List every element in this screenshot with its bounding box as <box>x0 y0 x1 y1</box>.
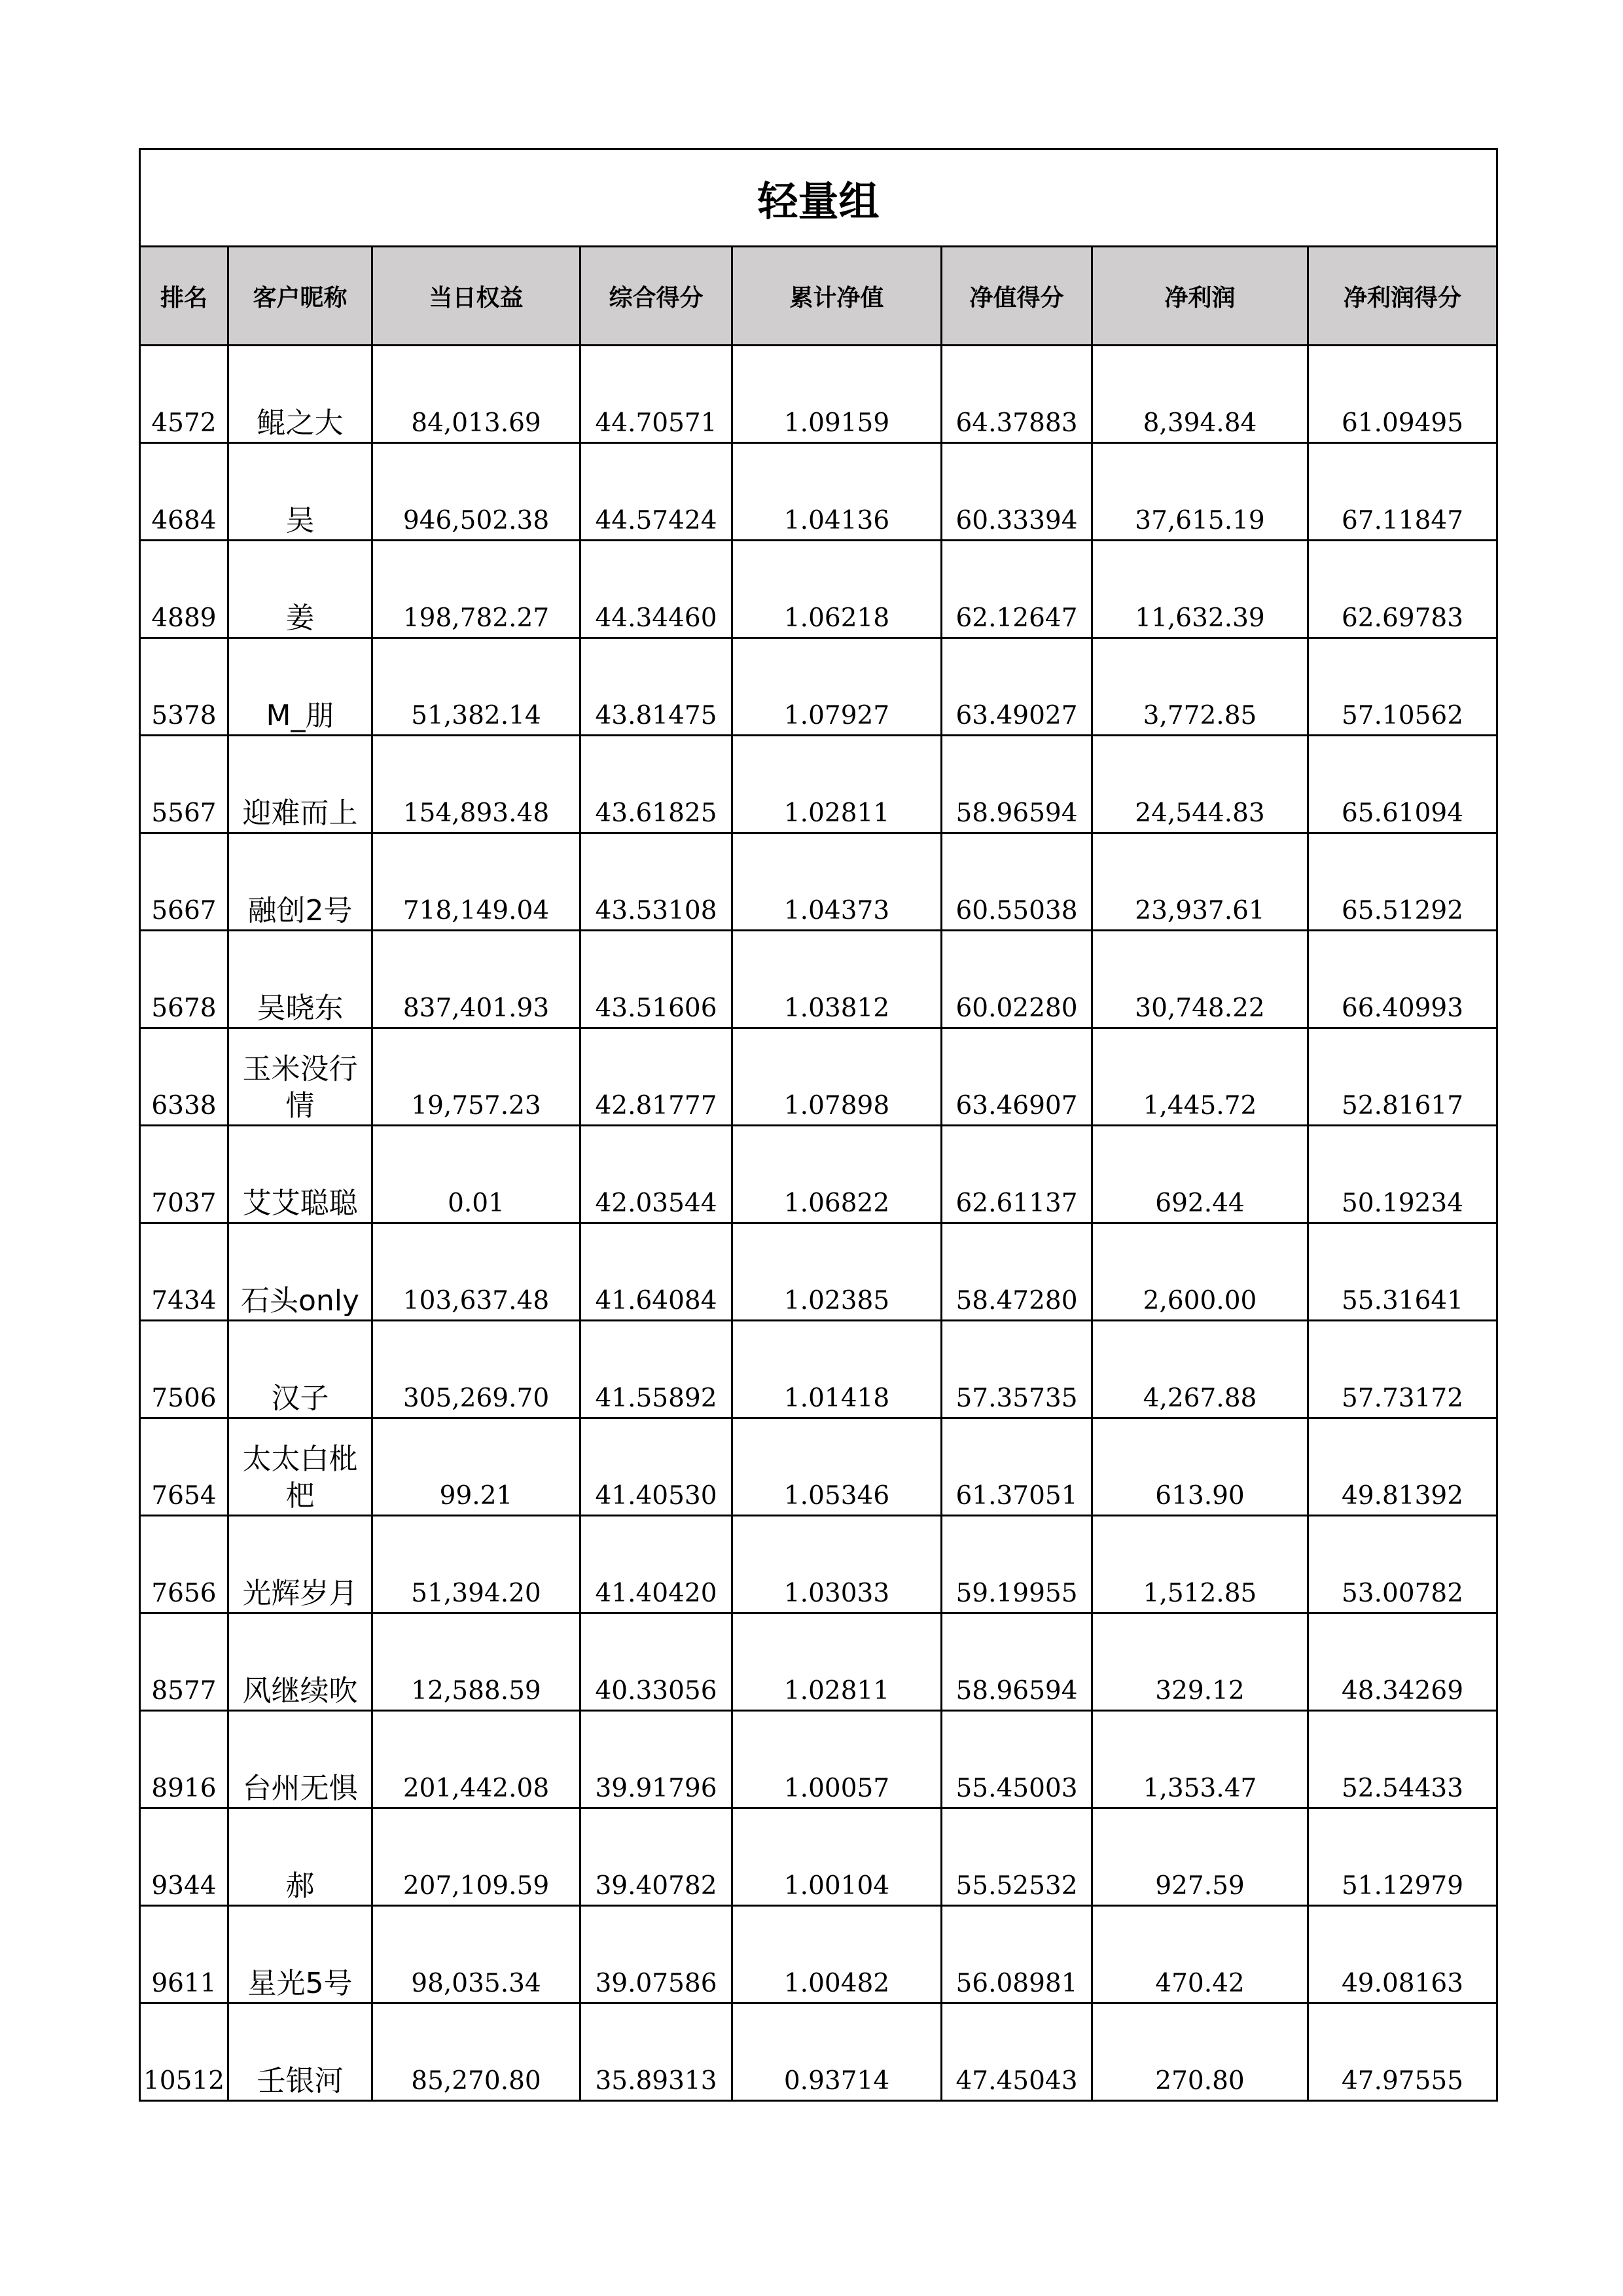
cumulative-nav-cell: 1.05346 <box>732 1418 942 1516</box>
table-row <box>140 1516 1497 1613</box>
table-row <box>140 931 1497 1028</box>
column-header-cumulative-nav: 累计净值 <box>732 247 942 346</box>
composite-score-cell: 41.40420 <box>580 1516 732 1613</box>
nav-score-cell: 57.35735 <box>942 1321 1092 1418</box>
nickname-cell: 迎难而上 <box>228 736 372 833</box>
rank-cell: 4572 <box>140 346 228 443</box>
nickname-cell: 壬银河 <box>228 2003 372 2101</box>
equity-cell: 51,394.20 <box>372 1516 580 1613</box>
nav-score-cell: 58.47280 <box>942 1223 1092 1321</box>
rank-cell: 9344 <box>140 1808 228 1906</box>
nickname-cell: 吴晓东 <box>228 931 372 1028</box>
nav-score-cell: 55.52532 <box>942 1808 1092 1906</box>
net-profit-score-cell: 62.69783 <box>1308 541 1497 638</box>
nickname-cell: 太太白枇杷 <box>228 1418 372 1516</box>
nickname-cell: 石头only <box>228 1223 372 1321</box>
cumulative-nav-cell: 1.03033 <box>732 1516 942 1613</box>
rank-cell: 9611 <box>140 1906 228 2003</box>
composite-score-cell: 43.61825 <box>580 736 732 833</box>
equity-cell: 718,149.04 <box>372 833 580 931</box>
composite-score-cell: 39.07586 <box>580 1906 732 2003</box>
rank-cell: 10512 <box>140 2003 228 2101</box>
cumulative-nav-cell: 1.04373 <box>732 833 942 931</box>
composite-score-cell: 40.33056 <box>580 1613 732 1711</box>
equity-cell: 98,035.34 <box>372 1906 580 2003</box>
composite-score-cell: 43.51606 <box>580 931 732 1028</box>
nav-score-cell: 56.08981 <box>942 1906 1092 2003</box>
composite-score-cell: 43.81475 <box>580 638 732 736</box>
table-row <box>140 638 1497 736</box>
equity-cell: 154,893.48 <box>372 736 580 833</box>
net-profit-score-cell: 52.81617 <box>1308 1028 1497 1126</box>
composite-score-cell: 39.91796 <box>580 1711 732 1808</box>
table-row <box>140 1321 1497 1418</box>
net-profit-score-cell: 53.00782 <box>1308 1516 1497 1613</box>
cumulative-nav-cell: 1.00057 <box>732 1711 942 1808</box>
nav-score-cell: 58.96594 <box>942 1613 1092 1711</box>
cumulative-nav-cell: 1.04136 <box>732 443 942 541</box>
rank-cell: 5378 <box>140 638 228 736</box>
nickname-cell: 台州无惧 <box>228 1711 372 1808</box>
cumulative-nav-cell: 1.06822 <box>732 1126 942 1223</box>
composite-score-cell: 44.34460 <box>580 541 732 638</box>
net-profit-score-cell: 61.09495 <box>1308 346 1497 443</box>
net-profit-cell: 37,615.19 <box>1092 443 1308 541</box>
net-profit-cell: 3,772.85 <box>1092 638 1308 736</box>
table-title: 轻量组 <box>140 149 1497 247</box>
nickname-cell: 鲲之大 <box>228 346 372 443</box>
nav-score-cell: 63.46907 <box>942 1028 1092 1126</box>
net-profit-score-cell: 66.40993 <box>1308 931 1497 1028</box>
rank-cell: 7656 <box>140 1516 228 1613</box>
column-header-equity: 当日权益 <box>372 247 580 346</box>
rank-cell: 8916 <box>140 1711 228 1808</box>
rank-cell: 5678 <box>140 931 228 1028</box>
table-row <box>140 736 1497 833</box>
table-row <box>140 1906 1497 2003</box>
composite-score-cell: 41.64084 <box>580 1223 732 1321</box>
table-row <box>140 1711 1497 1808</box>
equity-cell: 99.21 <box>372 1418 580 1516</box>
rank-cell: 5567 <box>140 736 228 833</box>
table-row <box>140 1126 1497 1223</box>
table-row <box>140 2003 1497 2101</box>
table-row <box>140 443 1497 541</box>
nickname-cell: 光辉岁月 <box>228 1516 372 1613</box>
nav-score-cell: 59.19955 <box>942 1516 1092 1613</box>
rank-cell: 7037 <box>140 1126 228 1223</box>
nav-score-cell: 61.37051 <box>942 1418 1092 1516</box>
cumulative-nav-cell: 0.93714 <box>732 2003 942 2101</box>
nav-score-cell: 47.45043 <box>942 2003 1092 2101</box>
cumulative-nav-cell: 1.00104 <box>732 1808 942 1906</box>
equity-cell: 837,401.93 <box>372 931 580 1028</box>
table-row <box>140 1613 1497 1711</box>
equity-cell: 207,109.59 <box>372 1808 580 1906</box>
nickname-cell: 艾艾聪聪 <box>228 1126 372 1223</box>
net-profit-score-cell: 47.97555 <box>1308 2003 1497 2101</box>
cumulative-nav-cell: 1.03812 <box>732 931 942 1028</box>
nav-score-cell: 55.45003 <box>942 1711 1092 1808</box>
net-profit-cell: 270.80 <box>1092 2003 1308 2101</box>
column-header-rank: 排名 <box>140 247 228 346</box>
rank-cell: 5667 <box>140 833 228 931</box>
net-profit-cell: 1,353.47 <box>1092 1711 1308 1808</box>
table-row <box>140 1418 1497 1516</box>
net-profit-score-cell: 57.73172 <box>1308 1321 1497 1418</box>
net-profit-cell: 23,937.61 <box>1092 833 1308 931</box>
net-profit-score-cell: 55.31641 <box>1308 1223 1497 1321</box>
net-profit-cell: 1,512.85 <box>1092 1516 1308 1613</box>
net-profit-score-cell: 48.34269 <box>1308 1613 1497 1711</box>
column-header-composite-score: 综合得分 <box>580 247 732 346</box>
cumulative-nav-cell: 1.02811 <box>732 736 942 833</box>
net-profit-cell: 1,445.72 <box>1092 1028 1308 1126</box>
cumulative-nav-cell: 1.07898 <box>732 1028 942 1126</box>
ranking-table <box>139 148 1498 2102</box>
rank-cell: 7434 <box>140 1223 228 1321</box>
net-profit-cell: 11,632.39 <box>1092 541 1308 638</box>
rank-cell: 6338 <box>140 1028 228 1126</box>
equity-cell: 84,013.69 <box>372 346 580 443</box>
equity-cell: 19,757.23 <box>372 1028 580 1126</box>
net-profit-cell: 470.42 <box>1092 1906 1308 2003</box>
nav-score-cell: 62.12647 <box>942 541 1092 638</box>
column-header-nav-score: 净值得分 <box>942 247 1092 346</box>
nickname-cell: 玉米没行情 <box>228 1028 372 1126</box>
rank-cell: 8577 <box>140 1613 228 1711</box>
column-header-net-profit-score: 净利润得分 <box>1308 247 1497 346</box>
net-profit-score-cell: 67.11847 <box>1308 443 1497 541</box>
nickname-cell: 星光5号 <box>228 1906 372 2003</box>
nickname-cell: 吴 <box>228 443 372 541</box>
cumulative-nav-cell: 1.06218 <box>732 541 942 638</box>
column-header-nickname: 客户昵称 <box>228 247 372 346</box>
cumulative-nav-cell: 1.02385 <box>732 1223 942 1321</box>
table-row <box>140 1223 1497 1321</box>
equity-cell: 201,442.08 <box>372 1711 580 1808</box>
equity-cell: 51,382.14 <box>372 638 580 736</box>
cumulative-nav-cell: 1.02811 <box>732 1613 942 1711</box>
net-profit-score-cell: 65.51292 <box>1308 833 1497 931</box>
table-row <box>140 1028 1497 1126</box>
cumulative-nav-cell: 1.01418 <box>732 1321 942 1418</box>
net-profit-score-cell: 57.10562 <box>1308 638 1497 736</box>
equity-cell: 305,269.70 <box>372 1321 580 1418</box>
nav-score-cell: 64.37883 <box>942 346 1092 443</box>
nav-score-cell: 62.61137 <box>942 1126 1092 1223</box>
net-profit-cell: 4,267.88 <box>1092 1321 1308 1418</box>
net-profit-cell: 2,600.00 <box>1092 1223 1308 1321</box>
rank-cell: 4889 <box>140 541 228 638</box>
nav-score-cell: 60.02280 <box>942 931 1092 1028</box>
table-row <box>140 346 1497 443</box>
net-profit-score-cell: 65.61094 <box>1308 736 1497 833</box>
net-profit-score-cell: 52.54433 <box>1308 1711 1497 1808</box>
composite-score-cell: 43.53108 <box>580 833 732 931</box>
nav-score-cell: 58.96594 <box>942 736 1092 833</box>
net-profit-cell: 329.12 <box>1092 1613 1308 1711</box>
net-profit-cell: 613.90 <box>1092 1418 1308 1516</box>
composite-score-cell: 42.81777 <box>580 1028 732 1126</box>
net-profit-cell: 927.59 <box>1092 1808 1308 1906</box>
table-row <box>140 541 1497 638</box>
nickname-cell: 姜 <box>228 541 372 638</box>
cumulative-nav-cell: 1.00482 <box>732 1906 942 2003</box>
nav-score-cell: 60.55038 <box>942 833 1092 931</box>
rank-cell: 7654 <box>140 1418 228 1516</box>
equity-cell: 0.01 <box>372 1126 580 1223</box>
composite-score-cell: 42.03544 <box>580 1126 732 1223</box>
net-profit-cell: 8,394.84 <box>1092 346 1308 443</box>
table-row <box>140 1808 1497 1906</box>
nickname-cell: 汉子 <box>228 1321 372 1418</box>
net-profit-cell: 30,748.22 <box>1092 931 1308 1028</box>
net-profit-score-cell: 49.81392 <box>1308 1418 1497 1516</box>
equity-cell: 946,502.38 <box>372 443 580 541</box>
equity-cell: 198,782.27 <box>372 541 580 638</box>
cumulative-nav-cell: 1.07927 <box>732 638 942 736</box>
column-header-net-profit: 净利润 <box>1092 247 1308 346</box>
composite-score-cell: 35.89313 <box>580 2003 732 2101</box>
cumulative-nav-cell: 1.09159 <box>732 346 942 443</box>
equity-cell: 103,637.48 <box>372 1223 580 1321</box>
equity-cell: 85,270.80 <box>372 2003 580 2101</box>
rank-cell: 7506 <box>140 1321 228 1418</box>
net-profit-cell: 692.44 <box>1092 1126 1308 1223</box>
equity-cell: 12,588.59 <box>372 1613 580 1711</box>
composite-score-cell: 41.40530 <box>580 1418 732 1516</box>
net-profit-cell: 24,544.83 <box>1092 736 1308 833</box>
table-row <box>140 833 1497 931</box>
composite-score-cell: 44.70571 <box>580 346 732 443</box>
nickname-cell: 风继续吹 <box>228 1613 372 1711</box>
nickname-cell: 郝 <box>228 1808 372 1906</box>
composite-score-cell: 41.55892 <box>580 1321 732 1418</box>
rank-cell: 4684 <box>140 443 228 541</box>
composite-score-cell: 44.57424 <box>580 443 732 541</box>
composite-score-cell: 39.40782 <box>580 1808 732 1906</box>
nickname-cell: 融创2号 <box>228 833 372 931</box>
nav-score-cell: 63.49027 <box>942 638 1092 736</box>
net-profit-score-cell: 50.19234 <box>1308 1126 1497 1223</box>
header-row <box>140 247 1497 346</box>
nav-score-cell: 60.33394 <box>942 443 1092 541</box>
nickname-cell: M_朋 <box>228 638 372 736</box>
net-profit-score-cell: 49.08163 <box>1308 1906 1497 2003</box>
net-profit-score-cell: 51.12979 <box>1308 1808 1497 1906</box>
